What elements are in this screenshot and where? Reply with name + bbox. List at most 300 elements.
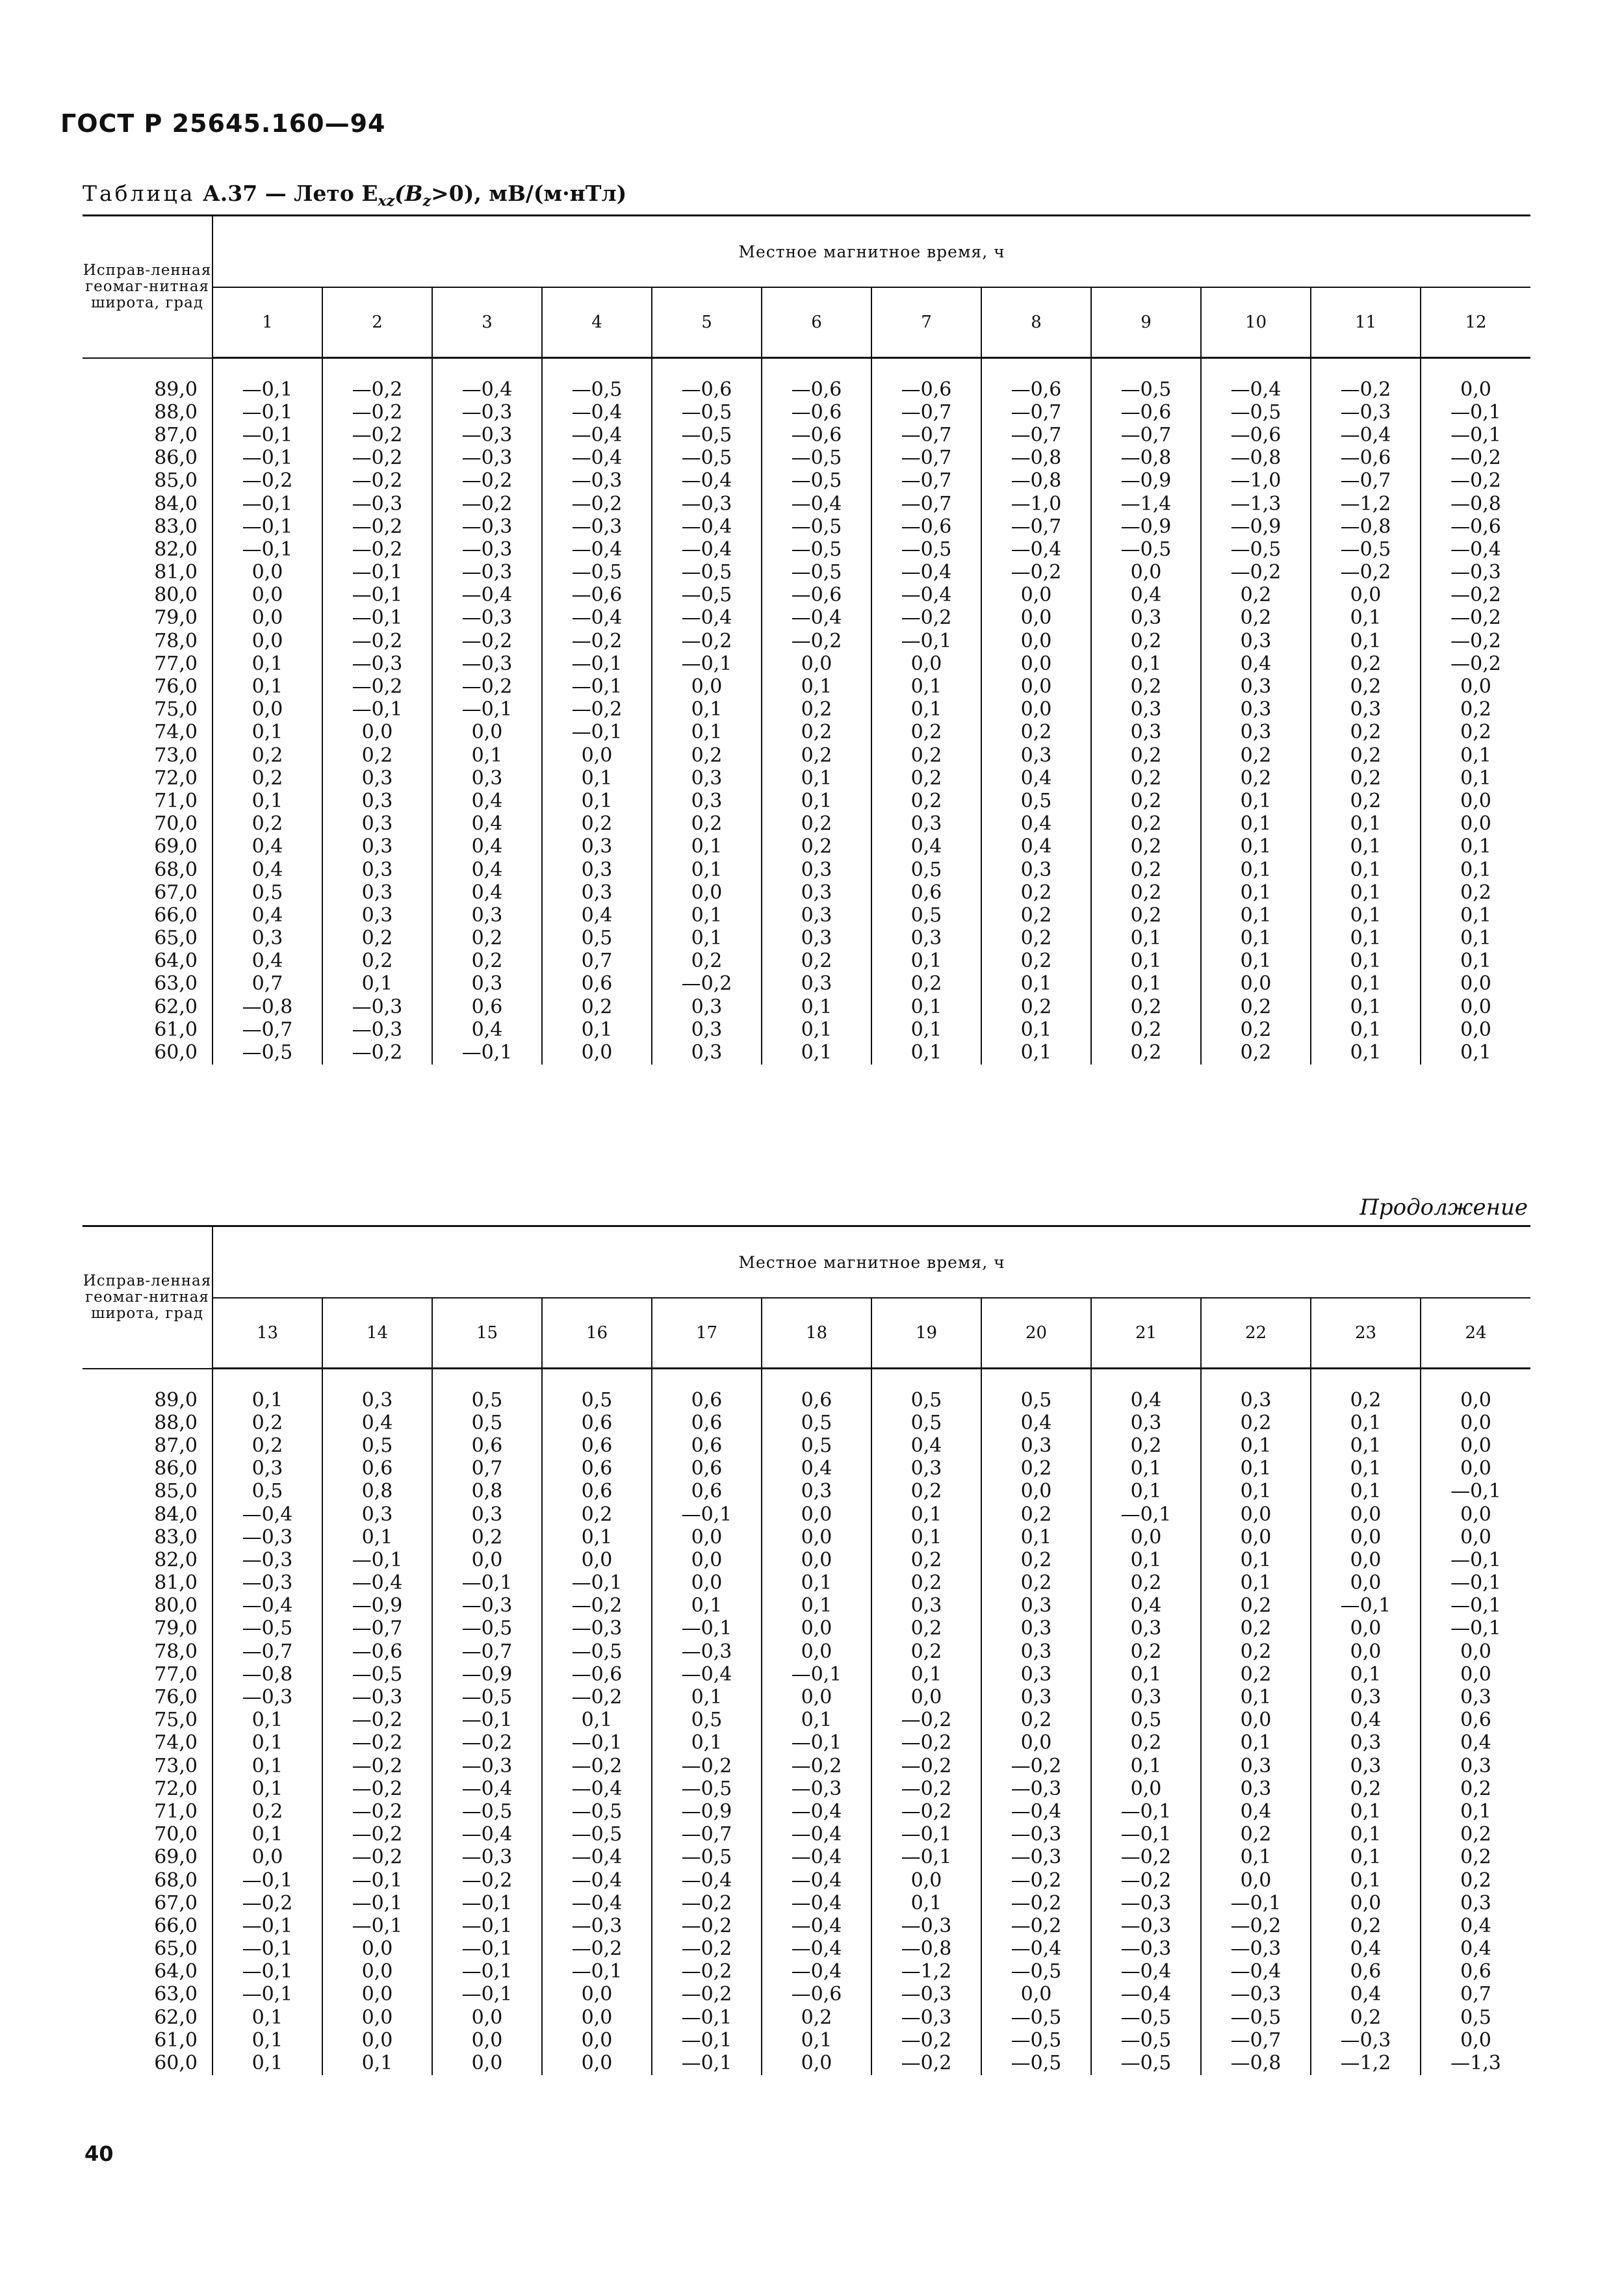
- value-cell: 0,1: [1311, 973, 1421, 996]
- value-cell: —0,7: [1091, 424, 1201, 446]
- value-cell: —0,9: [432, 1663, 542, 1686]
- latitude-cell: 83,0: [154, 1525, 198, 1549]
- value-cell: —0,2: [981, 1755, 1091, 1777]
- caption-formula: (B: [394, 181, 423, 206]
- value-cell: —0,4: [1421, 538, 1530, 561]
- value-cell: 0,1: [762, 790, 871, 812]
- value-cell: 0,1: [1421, 1041, 1530, 1064]
- value-cell: 0,1: [1201, 1686, 1311, 1709]
- value-cell: 0,2: [213, 1800, 322, 1823]
- latitude-cell: 78,0: [154, 629, 198, 653]
- value-cell: 0,4: [981, 813, 1091, 836]
- value-cell: 0,4: [213, 904, 322, 927]
- value-cell: 0,1: [762, 1595, 871, 1618]
- latitude-cell: 81,0: [154, 1571, 198, 1595]
- table-row: [83, 699, 1530, 721]
- value-cell: —0,2: [871, 2052, 981, 2074]
- value-cell: —0,4: [1091, 1961, 1201, 1983]
- value-cell: 0,1: [1201, 1434, 1311, 1457]
- value-cell: 0,0: [652, 675, 762, 698]
- value-cell: 0,4: [1091, 1595, 1201, 1618]
- value-cell: 0,2: [1421, 1869, 1530, 1892]
- value-cell: —0,1: [213, 1983, 322, 2006]
- value-cell: —0,1: [652, 1618, 762, 1640]
- value-cell: 0,3: [322, 836, 432, 859]
- value-cell: 0,3: [1201, 1777, 1311, 1800]
- value-cell: —0,1: [1311, 1595, 1421, 1618]
- value-cell: —0,7: [871, 493, 981, 515]
- value-cell: 0,3: [981, 1618, 1091, 1640]
- value-cell: 0,2: [1421, 1824, 1530, 1846]
- value-cell: —0,2: [871, 1755, 981, 1777]
- table-row: [83, 653, 1530, 675]
- value-cell: 0,4: [981, 767, 1091, 790]
- value-cell: 0,1: [1201, 859, 1311, 881]
- table-row: [83, 1412, 1530, 1434]
- value-cell: 0,3: [762, 927, 871, 950]
- value-cell: —0,1: [1091, 1503, 1201, 1526]
- value-cell: —0,4: [762, 1892, 871, 1915]
- latitude-cell: 78,0: [154, 1640, 198, 1663]
- hour-header: 12: [1421, 287, 1530, 358]
- value-cell: —0,7: [871, 401, 981, 424]
- value-cell: 0,1: [1201, 813, 1311, 836]
- latitude-cell: 79,0: [154, 606, 198, 630]
- value-cell: 0,0: [542, 2052, 652, 2074]
- value-cell: —0,5: [432, 1686, 542, 1709]
- latitude-cell: 76,0: [154, 675, 198, 699]
- table-row: [83, 1389, 1530, 1412]
- spacer-cell: [83, 1369, 213, 1389]
- latitude-cell: 77,0: [154, 652, 198, 675]
- value-cell: —0,4: [542, 1846, 652, 1869]
- value-cell: 0,2: [1201, 1018, 1311, 1041]
- value-cell: 0,1: [1421, 950, 1530, 973]
- value-cell: —0,3: [871, 1915, 981, 1937]
- value-cell: 0,1: [542, 1018, 652, 1041]
- value-cell: 0,0: [213, 607, 322, 630]
- value-cell: 0,2: [1091, 881, 1201, 904]
- value-cell: —0,3: [322, 1018, 432, 1041]
- value-cell: 0,0: [652, 1549, 762, 1571]
- table-row: [83, 1732, 1530, 1755]
- value-cell: 0,2: [1311, 744, 1421, 767]
- value-cell: 0,3: [322, 767, 432, 790]
- value-cell: 0,0: [322, 721, 432, 744]
- value-cell: —0,3: [322, 493, 432, 515]
- value-cell: 0,2: [1091, 675, 1201, 698]
- value-cell: 0,6: [1421, 1961, 1530, 1983]
- value-cell: —0,2: [652, 630, 762, 653]
- value-cell: —0,5: [762, 447, 871, 470]
- value-cell: 0,3: [1201, 675, 1311, 698]
- value-cell: 0,5: [871, 904, 981, 927]
- latitude-cell: 72,0: [154, 766, 198, 790]
- value-cell: 0,1: [1311, 1434, 1421, 1457]
- value-cell: 0,3: [1311, 1732, 1421, 1755]
- latitude-cell: 74,0: [154, 1731, 198, 1755]
- value-cell: 0,2: [762, 836, 871, 859]
- value-cell: 0,1: [1311, 881, 1421, 904]
- value-cell: 0,0: [1091, 1526, 1201, 1549]
- value-cell: —0,2: [542, 493, 652, 515]
- value-cell: —0,2: [213, 1892, 322, 1915]
- value-cell: 0,1: [652, 927, 762, 950]
- hour-header: 1: [213, 287, 322, 358]
- latitude-cell: 88,0: [154, 1411, 198, 1434]
- table-row: [83, 859, 1530, 881]
- value-cell: 0,1: [871, 1892, 981, 1915]
- value-cell: —0,6: [762, 401, 871, 424]
- value-cell: —0,6: [1421, 515, 1530, 538]
- value-cell: —0,6: [1091, 401, 1201, 424]
- value-cell: 0,0: [1201, 1869, 1311, 1892]
- value-cell: 0,2: [1201, 1041, 1311, 1064]
- value-cell: —0,2: [322, 378, 432, 401]
- value-cell: 0,2: [213, 767, 322, 790]
- value-cell: —0,8: [213, 1663, 322, 1686]
- spacer-cell: [1091, 1369, 1201, 1389]
- value-cell: —0,4: [762, 1938, 871, 1961]
- latitude-cell: 73,0: [154, 1754, 198, 1777]
- value-cell: 0,2: [1421, 1777, 1530, 1800]
- spacer-cell: [1091, 358, 1201, 379]
- value-cell: 0,2: [981, 1709, 1091, 1732]
- value-cell: 0,0: [981, 1983, 1091, 2006]
- value-cell: 0,1: [652, 904, 762, 927]
- latitude-cell: 62,0: [154, 995, 198, 1018]
- spacer-cell: [981, 358, 1091, 379]
- value-cell: 0,4: [1421, 1732, 1530, 1755]
- value-cell: 0,4: [871, 836, 981, 859]
- hour-header: 10: [1201, 287, 1311, 358]
- value-cell: 0,1: [871, 675, 981, 698]
- value-cell: 0,6: [542, 1458, 652, 1480]
- value-cell: 0,1: [213, 1755, 322, 1777]
- value-cell: 0,3: [1421, 1755, 1530, 1777]
- value-cell: —0,7: [652, 1824, 762, 1846]
- value-cell: —0,4: [432, 378, 542, 401]
- value-cell: 0,4: [1311, 1938, 1421, 1961]
- table-row: [83, 538, 1530, 561]
- value-cell: 0,2: [1201, 1595, 1311, 1618]
- value-cell: 0,2: [1091, 1434, 1201, 1457]
- value-cell: 0,1: [1311, 950, 1421, 973]
- value-cell: 0,2: [871, 1549, 981, 1571]
- value-cell: —0,2: [871, 607, 981, 630]
- value-cell: —0,4: [432, 1777, 542, 1800]
- value-cell: —0,5: [871, 538, 981, 561]
- value-cell: 0,2: [1201, 1824, 1311, 1846]
- value-cell: 0,2: [1091, 1640, 1201, 1663]
- spacer-cell: [322, 1369, 432, 1389]
- value-cell: —0,2: [322, 1800, 432, 1823]
- value-cell: —0,3: [762, 1777, 871, 1800]
- value-cell: 0,2: [1311, 790, 1421, 812]
- value-cell: 0,1: [1311, 836, 1421, 859]
- value-cell: —0,1: [1091, 1800, 1201, 1823]
- value-cell: 0,3: [1421, 1892, 1530, 1915]
- spacer-cell: [542, 358, 652, 379]
- value-cell: —0,3: [213, 1526, 322, 1549]
- value-cell: —0,6: [1201, 424, 1311, 446]
- value-cell: —0,7: [871, 447, 981, 470]
- value-cell: 0,0: [981, 675, 1091, 698]
- value-cell: —0,1: [542, 1961, 652, 1983]
- value-cell: 0,1: [762, 1709, 871, 1732]
- latitude-column-header: Исправ-ленная геомаг-нитная широта, град: [83, 216, 213, 358]
- hour-header: 14: [322, 1298, 432, 1369]
- value-cell: —0,1: [213, 1961, 322, 1983]
- value-cell: —0,3: [432, 538, 542, 561]
- value-cell: 0,3: [871, 1595, 981, 1618]
- hour-header: 7: [871, 287, 981, 358]
- value-cell: —0,2: [322, 470, 432, 493]
- value-cell: 0,1: [1311, 859, 1421, 881]
- value-cell: 0,4: [981, 1412, 1091, 1434]
- value-cell: —0,1: [432, 699, 542, 721]
- value-cell: 0,0: [762, 1526, 871, 1549]
- spacer-cell: [322, 358, 432, 379]
- value-cell: —0,8: [1201, 447, 1311, 470]
- value-cell: 0,3: [1311, 699, 1421, 721]
- value-cell: 0,2: [1421, 881, 1530, 904]
- value-cell: 0,0: [652, 881, 762, 904]
- value-cell: —0,5: [432, 1618, 542, 1640]
- latitude-cell: 61,0: [154, 2028, 198, 2052]
- value-cell: —0,7: [871, 424, 981, 446]
- value-cell: 0,0: [213, 630, 322, 653]
- latitude-cell: 65,0: [154, 927, 198, 950]
- table-row: [83, 562, 1530, 584]
- value-cell: 0,1: [1091, 950, 1201, 973]
- value-cell: 0,6: [762, 1389, 871, 1412]
- value-cell: 0,0: [542, 744, 652, 767]
- value-cell: 0,1: [871, 996, 981, 1018]
- value-cell: —0,4: [542, 538, 652, 561]
- value-cell: 0,4: [1311, 1709, 1421, 1732]
- value-cell: 0,3: [1421, 1686, 1530, 1709]
- value-cell: 0,0: [1311, 1618, 1421, 1640]
- value-cell: 0,0: [1201, 1526, 1311, 1549]
- value-cell: —0,1: [432, 1961, 542, 1983]
- spacer-cell: [981, 1369, 1091, 1389]
- value-cell: —0,6: [762, 584, 871, 607]
- value-cell: 0,3: [762, 859, 871, 881]
- value-cell: —0,5: [542, 378, 652, 401]
- value-cell: 0,1: [762, 1018, 871, 1041]
- value-cell: 0,3: [1091, 721, 1201, 744]
- value-cell: 0,0: [1421, 1663, 1530, 1686]
- value-cell: —0,4: [762, 1846, 871, 1869]
- value-cell: —0,5: [762, 538, 871, 561]
- value-cell: 0,2: [1311, 2006, 1421, 2029]
- value-cell: —0,2: [432, 493, 542, 515]
- value-cell: 0,2: [1311, 1389, 1421, 1412]
- value-cell: —0,5: [542, 1800, 652, 1823]
- value-cell: 0,5: [542, 1389, 652, 1412]
- value-cell: —0,2: [981, 1892, 1091, 1915]
- value-cell: —0,1: [542, 675, 652, 698]
- value-cell: —0,2: [322, 538, 432, 561]
- value-cell: 0,3: [1091, 1618, 1201, 1640]
- value-cell: 0,2: [762, 699, 871, 721]
- value-cell: 0,6: [542, 1412, 652, 1434]
- value-cell: 0,0: [1311, 1503, 1421, 1526]
- value-cell: 0,1: [213, 2052, 322, 2074]
- latitude-cell: 71,0: [154, 789, 198, 812]
- value-cell: —0,3: [1091, 1938, 1201, 1961]
- value-cell: —0,2: [871, 1777, 981, 1800]
- value-cell: —0,5: [762, 515, 871, 538]
- value-cell: 0,1: [542, 767, 652, 790]
- value-cell: —1,4: [1091, 493, 1201, 515]
- value-cell: —0,3: [432, 1755, 542, 1777]
- value-cell: 0,2: [981, 996, 1091, 1018]
- value-cell: —0,1: [322, 607, 432, 630]
- value-cell: —0,1: [213, 1915, 322, 1937]
- value-cell: 0,1: [762, 996, 871, 1018]
- value-cell: —0,2: [1421, 607, 1530, 630]
- value-cell: —0,1: [432, 1709, 542, 1732]
- table-row: [83, 1663, 1530, 1686]
- hour-header: 16: [542, 1298, 652, 1369]
- value-cell: —0,1: [322, 584, 432, 607]
- value-cell: 0,6: [1311, 1961, 1421, 1983]
- value-cell: 0,5: [871, 1412, 981, 1434]
- table-row: [83, 1892, 1530, 1915]
- value-cell: —0,4: [213, 1595, 322, 1618]
- value-cell: —1,3: [1421, 2052, 1530, 2074]
- value-cell: —0,2: [322, 1732, 432, 1755]
- value-cell: —0,3: [542, 470, 652, 493]
- value-cell: 0,6: [652, 1480, 762, 1503]
- value-cell: 0,0: [1201, 1503, 1311, 1526]
- value-cell: 0,2: [1201, 1663, 1311, 1686]
- value-cell: —0,4: [652, 470, 762, 493]
- value-cell: 0,2: [871, 973, 981, 996]
- value-cell: —0,1: [871, 1846, 981, 1869]
- value-cell: —0,5: [762, 470, 871, 493]
- latitude-cell: 83,0: [154, 515, 198, 538]
- spacer-cell: [1421, 1369, 1530, 1389]
- value-cell: 0,0: [762, 1640, 871, 1663]
- value-cell: —0,3: [432, 1846, 542, 1869]
- spacer-cell: [213, 358, 322, 379]
- hour-header: 17: [652, 1298, 762, 1369]
- value-cell: 0,1: [1311, 1869, 1421, 1892]
- value-cell: 0,2: [652, 744, 762, 767]
- value-cell: 0,6: [652, 1389, 762, 1412]
- value-cell: —1,3: [1201, 493, 1311, 515]
- latitude-cell: 75,0: [154, 698, 198, 721]
- value-cell: 0,0: [981, 630, 1091, 653]
- hour-header: 4: [542, 287, 652, 358]
- table-row: [83, 1869, 1530, 1892]
- value-cell: 0,1: [1201, 927, 1311, 950]
- value-cell: —0,3: [1311, 2029, 1421, 2052]
- table-row: [83, 1640, 1530, 1663]
- value-cell: —0,3: [981, 1777, 1091, 1800]
- value-cell: —0,2: [542, 630, 652, 653]
- value-cell: 0,0: [762, 1549, 871, 1571]
- value-cell: 0,2: [981, 1549, 1091, 1571]
- value-cell: —0,2: [652, 1915, 762, 1937]
- latitude-cell: 61,0: [154, 1018, 198, 1041]
- value-cell: 0,2: [762, 721, 871, 744]
- value-cell: —0,7: [871, 470, 981, 493]
- value-cell: 0,1: [1421, 1800, 1530, 1823]
- value-cell: —0,4: [762, 607, 871, 630]
- value-cell: 0,3: [1201, 630, 1311, 653]
- value-cell: 0,1: [213, 1732, 322, 1755]
- latitude-cell: 69,0: [154, 835, 198, 859]
- value-cell: —0,1: [652, 2029, 762, 2052]
- latitude-cell: 66,0: [154, 903, 198, 927]
- latitude-cell: 81,0: [154, 561, 198, 584]
- value-cell: 0,6: [652, 1434, 762, 1457]
- value-cell: 0,0: [322, 1983, 432, 2006]
- value-cell: 0,1: [1311, 1018, 1421, 1041]
- value-cell: 0,1: [1421, 859, 1530, 881]
- value-cell: —0,1: [542, 1572, 652, 1595]
- hour-header: 15: [432, 1298, 542, 1369]
- value-cell: 0,1: [1091, 927, 1201, 950]
- value-cell: 0,2: [1091, 813, 1201, 836]
- value-cell: 0,3: [1091, 607, 1201, 630]
- value-cell: 0,1: [652, 1732, 762, 1755]
- hour-header: 9: [1091, 287, 1201, 358]
- table-row: [83, 1618, 1530, 1640]
- table-row: [83, 1526, 1530, 1549]
- table-row: [83, 836, 1530, 859]
- table-row: [83, 2052, 1530, 2074]
- value-cell: 0,0: [762, 1618, 871, 1640]
- value-cell: —0,4: [981, 1800, 1091, 1823]
- value-cell: 0,1: [1311, 1041, 1421, 1064]
- value-cell: 0,3: [762, 881, 871, 904]
- value-cell: —0,7: [213, 1018, 322, 1041]
- value-cell: 0,2: [1201, 1640, 1311, 1663]
- spacer-cell: [1201, 1369, 1311, 1389]
- value-cell: 0,1: [1421, 836, 1530, 859]
- value-cell: 0,5: [762, 1434, 871, 1457]
- value-cell: —0,6: [542, 1663, 652, 1686]
- value-cell: 0,3: [1311, 1755, 1421, 1777]
- value-cell: —0,2: [432, 675, 542, 698]
- value-cell: —0,1: [322, 1869, 432, 1892]
- value-cell: —0,1: [213, 447, 322, 470]
- value-cell: —0,4: [652, 515, 762, 538]
- table-row: [83, 973, 1530, 996]
- value-cell: —0,1: [542, 653, 652, 675]
- table-row: [83, 1549, 1530, 1571]
- value-cell: —0,1: [1421, 401, 1530, 424]
- table-row: [83, 1458, 1530, 1480]
- value-cell: —0,1: [652, 2052, 762, 2074]
- value-cell: 0,2: [762, 813, 871, 836]
- value-cell: —0,8: [213, 996, 322, 1018]
- value-cell: —0,2: [652, 973, 762, 996]
- value-cell: 0,3: [652, 767, 762, 790]
- value-cell: —0,2: [322, 1777, 432, 1800]
- value-cell: —0,1: [322, 1549, 432, 1571]
- table-row: [83, 767, 1530, 790]
- value-cell: —0,1: [871, 1824, 981, 1846]
- value-cell: —0,3: [432, 401, 542, 424]
- value-cell: —0,1: [1421, 1572, 1530, 1595]
- value-cell: —0,2: [542, 1686, 652, 1709]
